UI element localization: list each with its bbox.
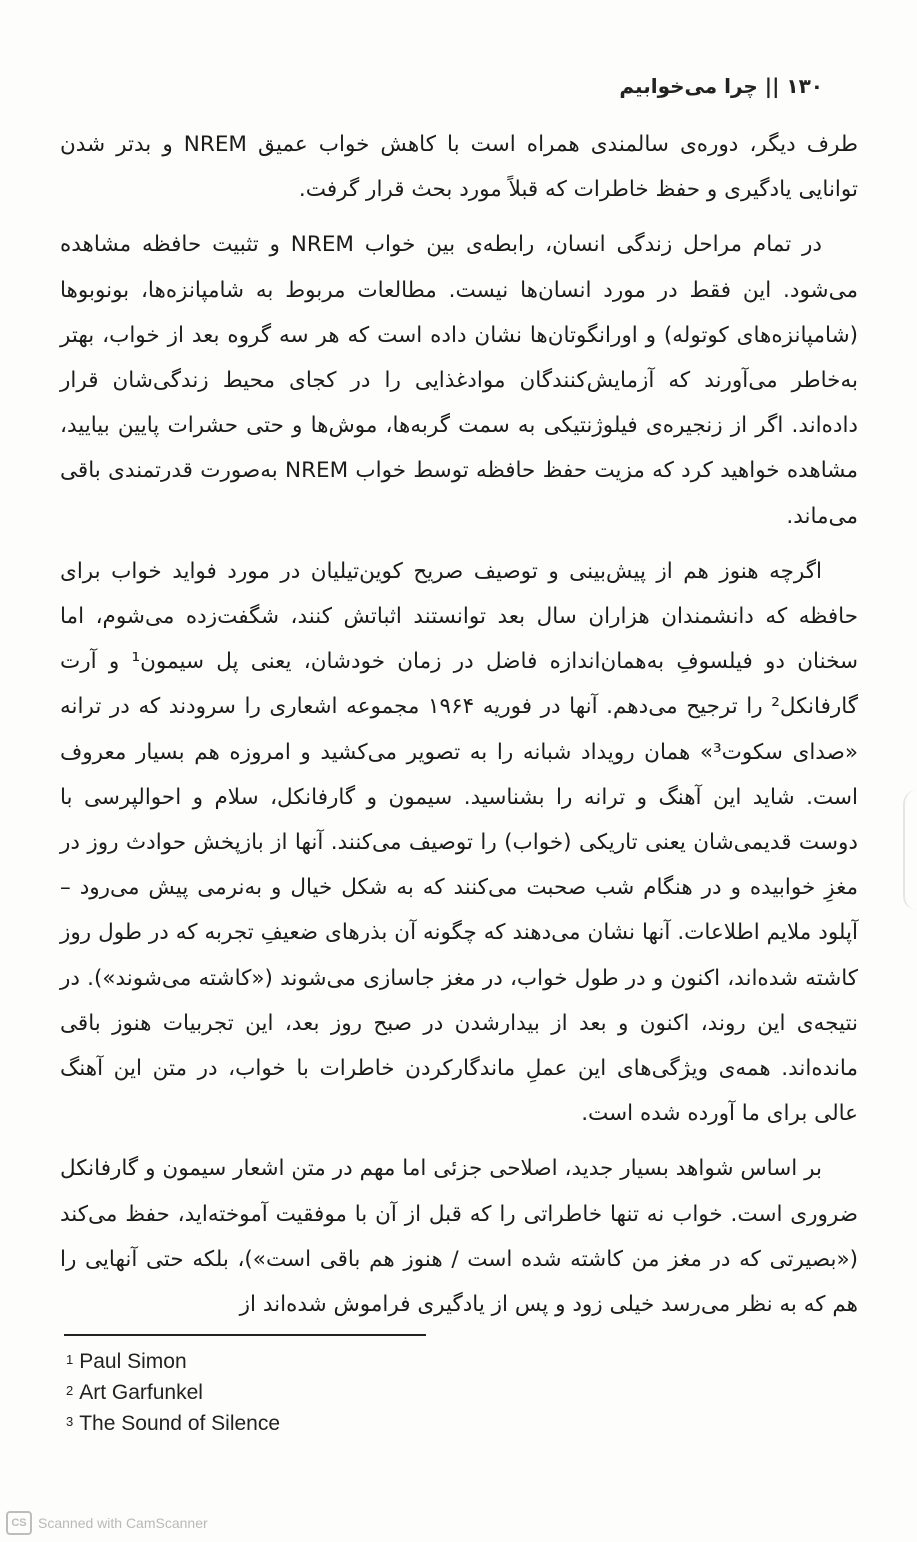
paragraph-3-text: اگرچه هنوز هم از پیش‌بینی و توصیف صریح کوین‌تیلیان در مورد فواید خواب برای حافظه که دانشمندان هزاران سال بعد توانستند اثباتش کنند، شگفت‌زده می‌شوم، اما سخنان دو فیلسوفِ به‌همان‌اندازه فاضل در زمان خودشان، یعنی پل سیمون¹ و آرت گارفانکل² را ترجیح می‌دهم. آنها در فوریه ۱۹۶۴ مجموعه اشعاری را سرودند که در ترانه «صدای سکوت³» همان رویداد شبانه را به تصویر می‌کشید و امروزه هم بسیار معروف است. شاید این آهنگ و ترانه را بشناسید. سیمون و گارفانکل، سلام و احوالپرسی با دوست قدیمی‌شان یعنی تاریکی (خواب) را توصیف می‌کنند. آنها از بازپخش حوادث روز در مغزِ خوابیده و در هنگام شب صحبت می‌کنند که به شکل خیال و به‌نرمی پیش می‌رود – آپلود ملایم اطلاعات. آنها نشان می‌دهند که چگونه آن بذرهای ضعیفِ تجربه که در طول روز کاشته شده‌اند، اکنون و در طول خواب، در مغز جاسازی می‌شوند («کاشته می‌شوند»). در نتیجه‌ی این روند، اکنون و بعد از بیدارشدن در صبح روز بعد، این تجربیات هنوز باقی مانده‌اند. همه‌ی ویژگی‌های این عملِ ماندگارکردن خاطرات با خواب، در متن این آهنگ عالی برای ما آورده شده است. bbox=[60, 558, 859, 1127]
footnote-marker: 1 bbox=[66, 1352, 74, 1367]
paragraph-3 bbox=[60, 549, 858, 1137]
footnote-text: Art Garfunkel bbox=[79, 1381, 203, 1404]
paragraph-2 bbox=[60, 222, 858, 538]
footnote-2 bbox=[66, 1377, 486, 1408]
footnote-marker: 2 bbox=[66, 1383, 74, 1398]
watermark-text: Scanned with CamScanner bbox=[38, 1515, 208, 1531]
footnote-3 bbox=[66, 1408, 486, 1439]
paragraph-4-text: بر اساس شواهد بسیار جدید، اصلاحی جزئی اما مهم در متن اشعار سیمون و گارفانکل ضروری است. خواب نه تنها خاطراتی را که قبل از آن با موفقیت آموخته‌اید، حفظ می‌کند («بصیرتی که در مغز من کاشته شده است / هنوز هم باقی است»)، بلکه حتی آنهایی را هم که به نظر می‌رسد خیلی زود و پس از یادگیری فراموش شده‌اند از bbox=[60, 1156, 858, 1318]
camscanner-logo-icon: CS bbox=[6, 1511, 32, 1535]
paragraph-4 bbox=[60, 1146, 858, 1327]
body-text bbox=[60, 122, 858, 1327]
footnote-divider bbox=[64, 1334, 426, 1336]
footnote-marker: 3 bbox=[66, 1414, 74, 1429]
footnote-text: The Sound of Silence bbox=[79, 1412, 281, 1435]
footnote-text: Paul Simon bbox=[79, 1350, 187, 1373]
page-edge-shadow bbox=[903, 790, 917, 910]
footnote-1 bbox=[66, 1346, 486, 1377]
footnotes bbox=[66, 1346, 486, 1439]
paragraph-2-text: در تمام مراحل زندگی انسان، رابطه‌ی بین خواب NREM و تثبیت حافظه مشاهده می‌شود. این فقط در مورد انسان‌ها نیست. مطالعات مربوط به شامپانزه‌ها، بونوبوها (شامپانزه‌های کوتوله) و اورانگوتان‌ها نشان داده است که هر سه گروه بعد از خواب، بهتر به‌خاطر می‌آورند که آزمایش‌کنندگان موادغذایی را در کجای محیط زندگی‌شان قرار داده‌اند. اگر از زنجیره‌ی فیلوژنتیکی به سمت گربه‌ها، موش‌ها و حتی حشرات پایین بیایید، مشاهده خواهید کرد که مزیت حفظ حافظه توسط خواب NREM به‌صورت قدرتمندی باقی می‌ماند. bbox=[60, 232, 858, 529]
paragraph-1: طرف دیگر، دوره‌ی سالمندی همراه است با کاهش خواب عمیق NREM و بدتر شدن توانایی یادگیری و حفظ خاطرات که قبلاً مورد بحث قرار گرفت. bbox=[60, 132, 859, 203]
page-header bbox=[619, 74, 823, 98]
camscanner-watermark bbox=[6, 1510, 208, 1536]
running-title: ۱۳۰ || چرا می‌خوابیم bbox=[619, 74, 823, 98]
